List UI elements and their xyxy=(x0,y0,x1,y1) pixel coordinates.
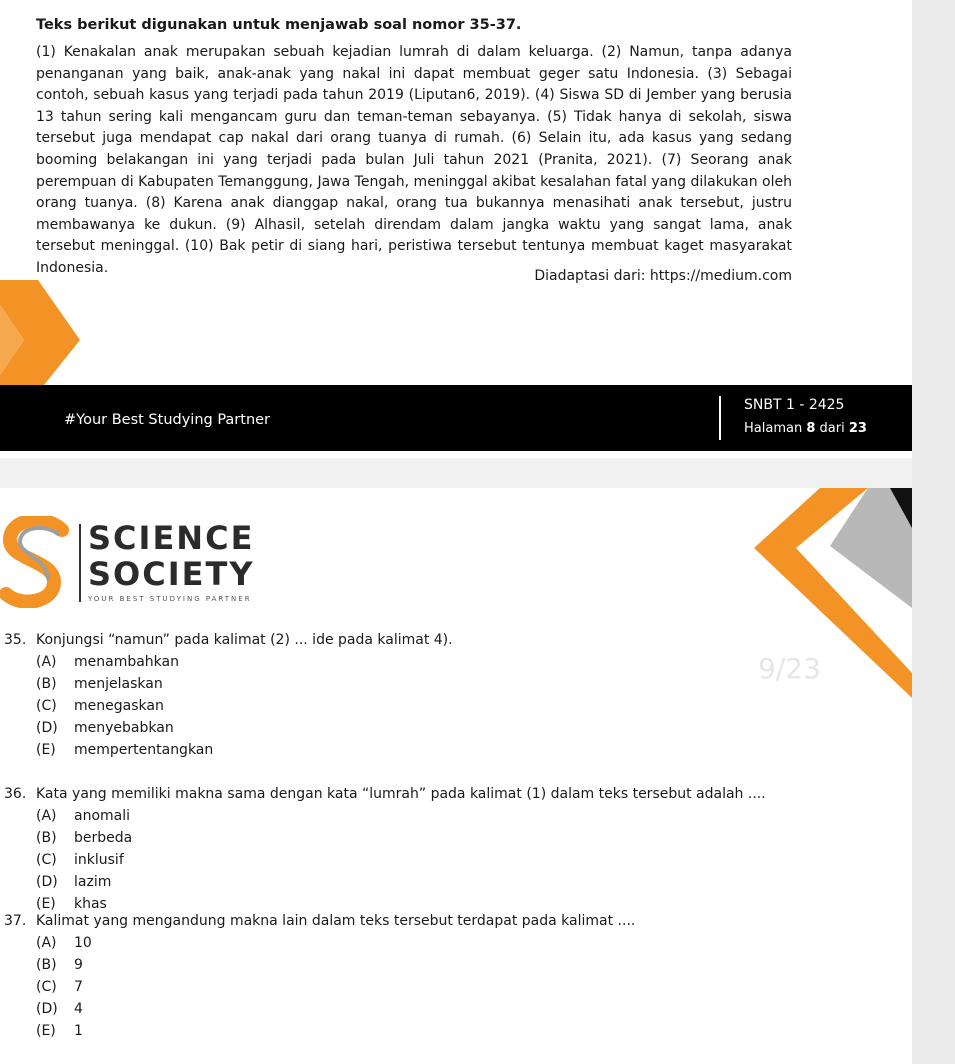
viewer-side-strip xyxy=(912,0,955,1064)
question-number: 37. xyxy=(4,913,27,929)
option-e[interactable]: (E) khas xyxy=(36,896,107,912)
logo-society: SOCIETY xyxy=(88,555,255,593)
question-stem: Kata yang memiliki makna sama dengan kata “lumrah” pada kalimat (1) dalam teks tersebut adalah .... xyxy=(36,786,766,802)
passage-heading: Teks berikut digunakan untuk menjawab soal nomor 35-37. xyxy=(36,17,522,33)
option-d[interactable]: (D) lazim xyxy=(36,874,112,890)
page-total: 23 xyxy=(848,421,867,436)
passage-text: (1) Kenakalan anak merupakan sebuah kejadian lumrah di dalam keluarga. (2) Namun, tanpa adanya penanganan yang baik, anak-anak yang nakal ini dapat membuat geger satu Indonesia. (3) Sebagai contoh, sebuah kasus yang terjadi pada tahun 2019 (Liputan6, 2019). (4) Siswa SD di Jember yang berusia 13 tahun sering kali mengancam guru dan teman-teman sebayanya. (5) Tidak hanya di sekolah, siswa tersebut juga mendapat cap nakal dari orang tuanya di rumah. (6) Selain itu, ada kasus yang sedang booming belakangan ini yang terjadi pada bulan Juli tahun 2021 (Pranita, 2021). (7) Seorang anak perempuan di Kabupaten Temanggung, Jawa Tengah, meninggal akibat kesalahan fatal yang dilakukan oleh orang tuanya. (8) Karena anak dianggap nakal, orang tua bukannya menasihati anak tersebut, justru membawanya ke dukun. (9) Alhasil, setelah direndam dalam jangka waktu yang sangat lama, anak tersebut meninggal. (10) Bak petir di siang hari, peristiwa tersebut tentunya membuat kaget masyarakat Indonesia. xyxy=(36,44,792,276)
option-a[interactable]: (A) menambahkan xyxy=(36,654,179,670)
page-footer xyxy=(0,385,912,451)
page-current: 8 xyxy=(806,421,816,436)
question-stem: Kalimat yang mengandung makna lain dalam teks tersebut terdapat pada kalimat .... xyxy=(36,913,636,929)
option-b[interactable]: (B) berbeda xyxy=(36,830,133,846)
option-c[interactable]: (C) 7 xyxy=(36,979,83,995)
logo-tagline: YOUR BEST STUDYING PARTNER xyxy=(88,595,252,603)
logo-science: SCIENCE xyxy=(88,519,255,557)
question-number: 36. xyxy=(4,786,27,802)
logo-divider xyxy=(79,524,81,602)
previous-page xyxy=(0,0,912,458)
option-a[interactable]: (A) 10 xyxy=(36,935,92,951)
option-d[interactable]: (D) 4 xyxy=(36,1001,83,1017)
question-number: 35. xyxy=(4,632,27,648)
page-prefix: Halaman xyxy=(744,421,803,436)
footer-divider xyxy=(719,396,721,440)
page-watermark: 9/23 xyxy=(758,652,821,685)
option-c[interactable]: (C) menegaskan xyxy=(36,698,164,714)
page-gap xyxy=(0,458,912,488)
current-page xyxy=(0,488,912,1064)
option-a[interactable]: (A) anomali xyxy=(36,808,131,824)
passage-source: Diadaptasi dari: https://medium.com xyxy=(534,268,792,284)
option-e[interactable]: (E) 1 xyxy=(36,1023,83,1039)
page-of: dari xyxy=(819,421,845,436)
page-indicator xyxy=(744,421,867,436)
footer-tagline: #Your Best Studying Partner xyxy=(64,412,271,428)
question-35 xyxy=(4,632,884,761)
option-d[interactable]: (D) menyebabkan xyxy=(36,720,174,736)
option-e[interactable]: (E) mempertentangkan xyxy=(36,742,214,758)
option-b[interactable]: (B) menjelaskan xyxy=(36,676,163,692)
question-stem: Konjungsi “namun” pada kalimat (2) ... ide pada kalimat 4). xyxy=(36,632,453,648)
question-37 xyxy=(4,913,884,1042)
option-c[interactable]: (C) inklusif xyxy=(36,852,124,868)
exam-code: SNBT 1 - 2425 xyxy=(744,397,845,413)
science-society-logo-icon xyxy=(0,516,80,608)
question-36 xyxy=(4,786,884,915)
option-b[interactable]: (B) 9 xyxy=(36,957,83,973)
